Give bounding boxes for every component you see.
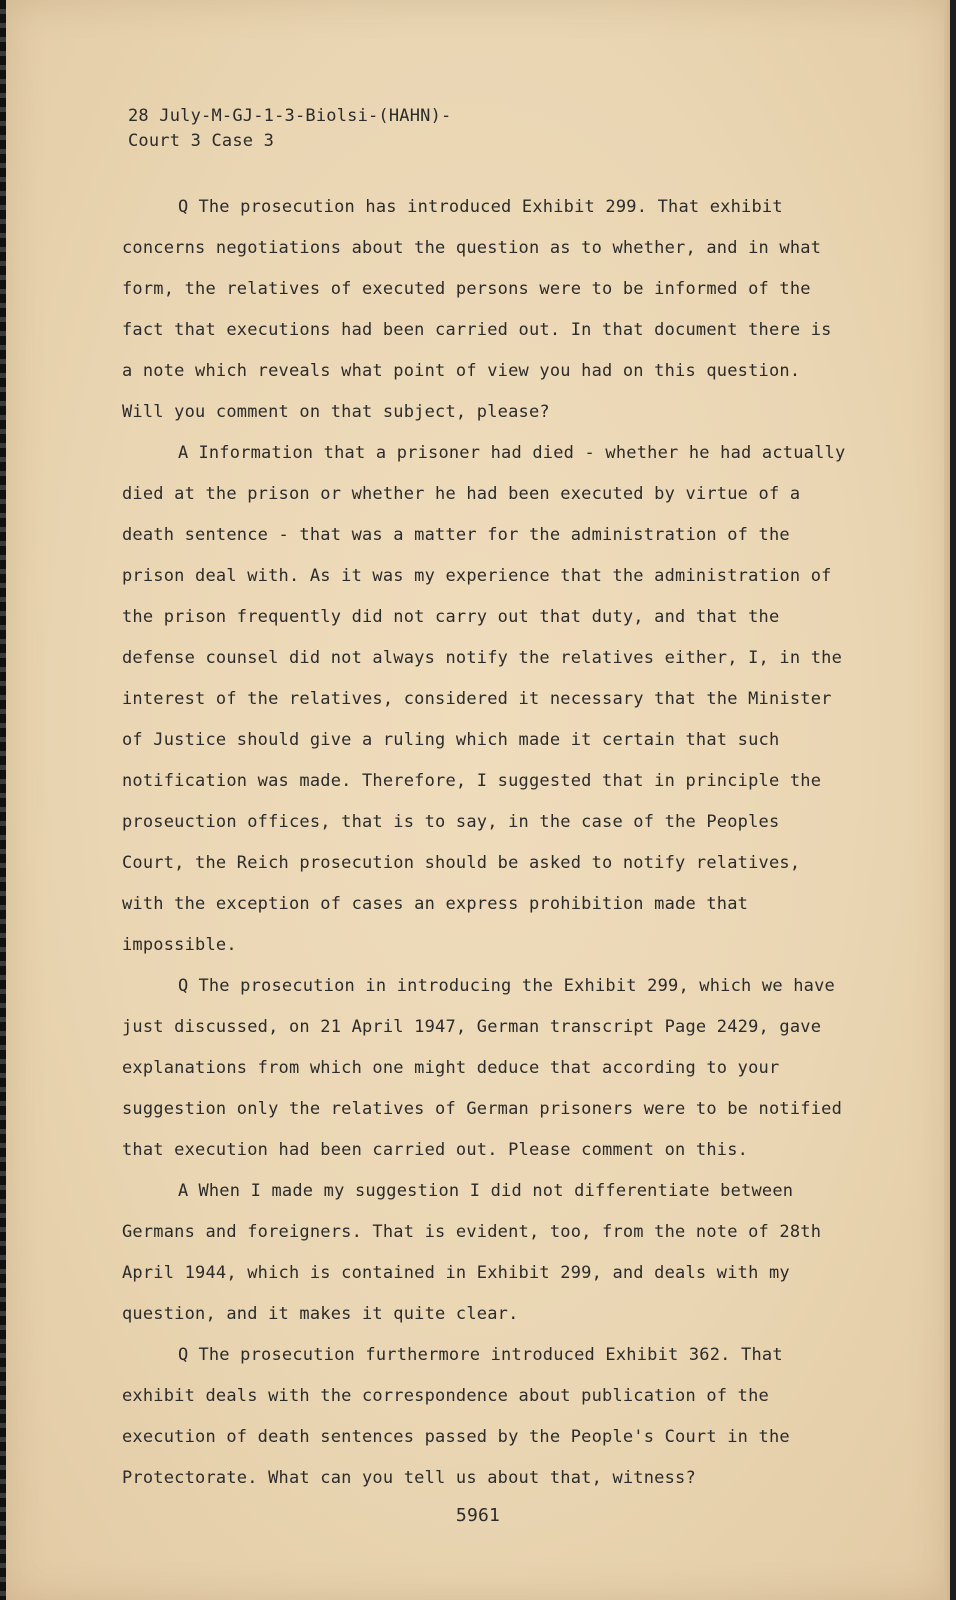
transcript-paragraph [122, 966, 850, 1171]
paragraph-text: The prosecution in introducing the Exhibit 299, which we have just discussed, on 21 April 1947, German transcript Page 2429, gave explanations from which one might deduce that according to your suggestion only the relatives of German prisoners were to be notified that execution had been carried out. Please comment on this. [122, 976, 843, 1160]
paragraph-text: The prosecution has introduced Exhibit 299. That exhibit concerns negotiations about the question as to whether, and in what form, the relatives of executed persons were to be informed of the fact that executions had been carried out. In that document there is a note which reveals what point of view you had on this question. Will you comment on that subject, please? [122, 197, 832, 422]
transcript-paragraph [122, 1335, 850, 1499]
speaker-label: Q [178, 197, 189, 217]
document-header [128, 104, 451, 154]
header-line-reference: 28 July-M-GJ-1-3-Biolsi-(HAHN)- [128, 106, 452, 126]
page-number: 5961 [455, 1505, 501, 1526]
transcript-paragraph [122, 433, 850, 966]
speaker-label: A [178, 1181, 189, 1201]
paper-edge [944, 0, 950, 1600]
transcript-body [122, 187, 850, 1499]
paragraph-text: The prosecution furthermore introduced Exhibit 362. That exhibit deals with the correspondence about publication of the execution of death sentences passed by the People's Court in the Protectorate. What can you tell us about that, witness? [122, 1345, 790, 1488]
transcript-paragraph [122, 187, 850, 433]
paragraph-text: Information that a prisoner had died - whether he had actually died at the prison or whether he had been executed by virtue of a death sentence - that was a matter for the administration of the prison deal with. As it was my experience that the administration of the prison frequently did not carry out that duty, and that the defense counsel did not always notify the relatives either, I, in the interest of the relatives, considered it necessary that the Minister of Justice should give a ruling which made it certain that such notification was made. Therefore, I suggested that in principle the proseuction offices, that is to say, in the case of the Peoples Court, the Reich prosecution should be asked to notify relatives, with the exception of cases an express prohibition made that impossible. [122, 443, 846, 955]
paragraph-text: When I made my suggestion I did not differentiate between Germans and foreigners. That is evident, too, from the note of 28th April 1944, which is contained in Exhibit 299, and deals with my question, and it makes it quite clear. [122, 1181, 822, 1324]
speaker-label: Q [178, 976, 189, 996]
speaker-label: A [178, 443, 189, 463]
speaker-label: Q [178, 1345, 189, 1365]
transcript-paragraph [122, 1171, 850, 1335]
header-line-court: Court 3 Case 3 [128, 131, 275, 151]
